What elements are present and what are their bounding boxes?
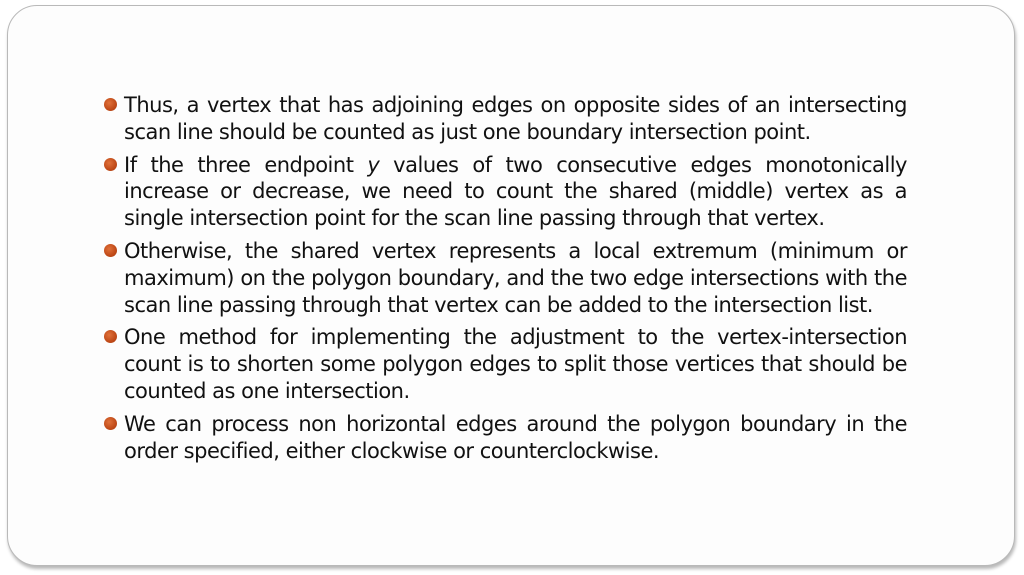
bullet-item-2 [104, 152, 907, 232]
bullet-text: Thus, a vertex that has adjoining edges on opposite sides of an intersecting scan line should be counted as just one boundary intersection point. [124, 93, 907, 144]
bullet-text: One method for implementing the adjustment to the vertex-intersection count is to shorten some polygon edges to split those vertices that should be counted as one intersection. [124, 325, 907, 403]
bullet-text-after: values of two consecutive edges monotonically increase or decrease, we need to count the shared (middle) vertex as a single intersection point for the scan line passing through that vertex. [124, 152, 907, 231]
bullet-item-1 [104, 92, 907, 146]
bullet-dot-icon [104, 244, 117, 257]
bullet-dot-icon [104, 417, 117, 430]
bullet-dot-icon [104, 98, 117, 111]
bullet-item-4 [104, 324, 907, 404]
bullet-dot-icon [104, 158, 117, 171]
bullet-text-before: If the three endpoint [124, 152, 368, 177]
bullet-list [104, 92, 907, 470]
bullet-text: We can process non horizontal edges around the polygon boundary in the order specified, either clockwise or counterclockwise. [124, 411, 907, 463]
bullet-item-3 [104, 238, 907, 318]
bullet-text: Otherwise, the shared vertex represents a local extremum (minimum or maximum) on the polygon boundary, and the two edge intersections with the scan line passing through that vertex can be added to the intersection list. [124, 238, 907, 317]
bullet-text [124, 153, 907, 231]
bullet-dot-icon [104, 330, 117, 343]
bullet-text-italic: y [367, 152, 380, 177]
bullet-item-5 [104, 411, 907, 465]
